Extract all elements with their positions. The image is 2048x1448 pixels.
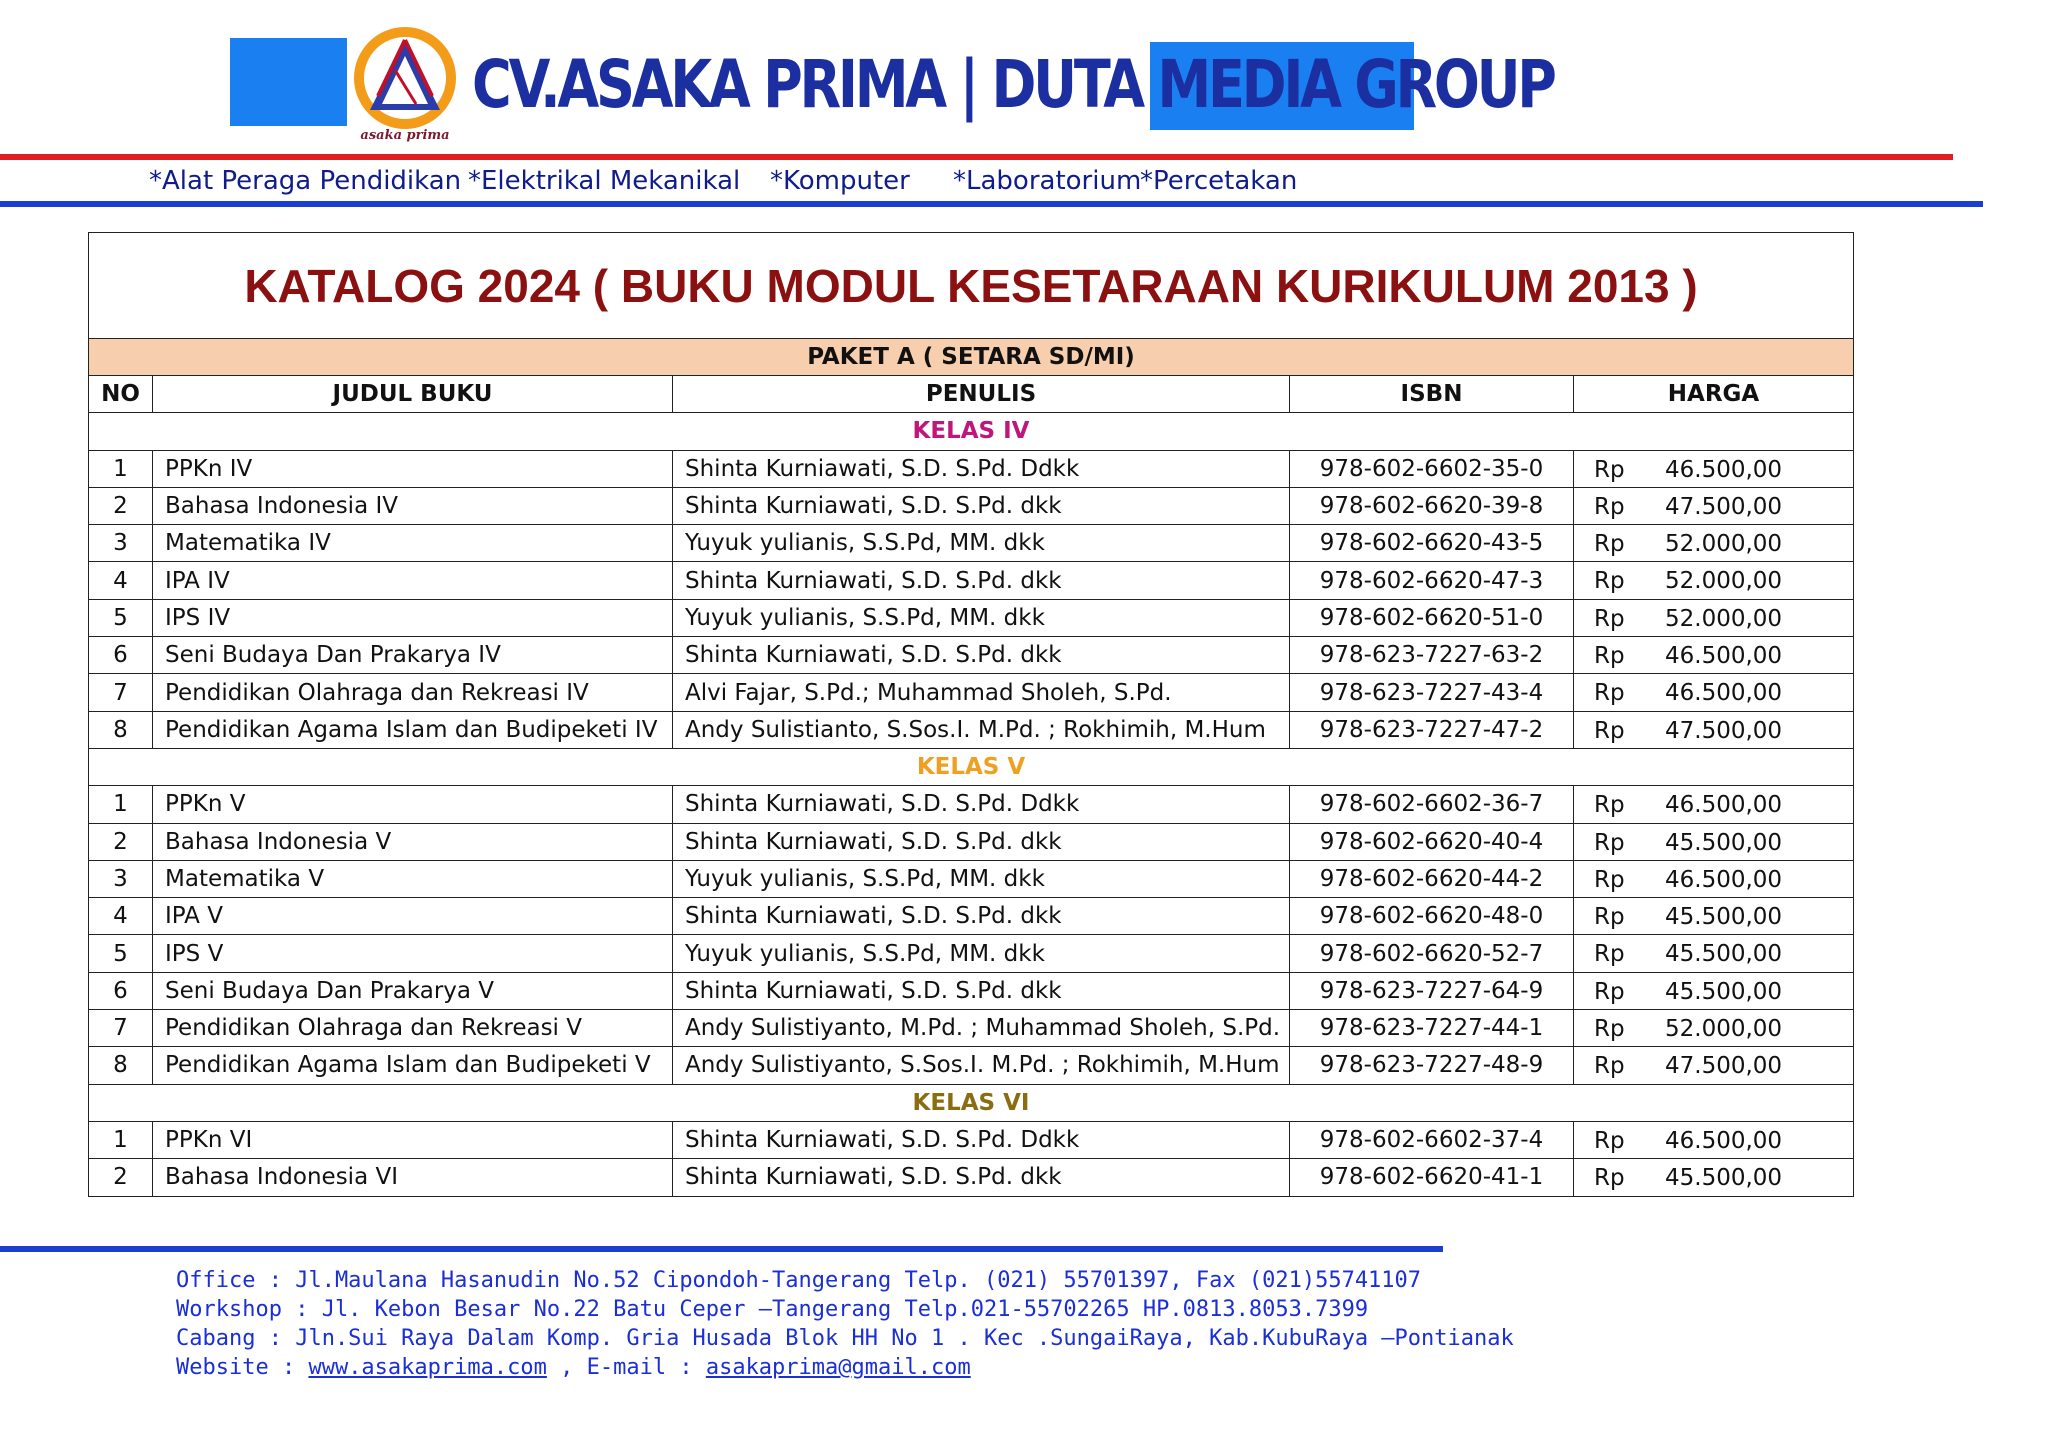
row-judul: Matematika IV bbox=[153, 525, 673, 562]
row-penulis: Andy Sulistiyanto, M.Pd. ; Muhammad Sholeh, S.Pd. bbox=[673, 1010, 1290, 1047]
price-value: 46.500,00 bbox=[1665, 456, 1783, 483]
table-row bbox=[89, 1121, 1854, 1158]
currency-label: Rp bbox=[1594, 456, 1625, 483]
header-blue-block-left bbox=[230, 38, 347, 126]
row-no: 4 bbox=[89, 562, 153, 599]
website-label: Website : bbox=[176, 1355, 309, 1380]
table-row bbox=[89, 637, 1854, 674]
footer-web-line bbox=[176, 1353, 1514, 1382]
row-no: 5 bbox=[89, 935, 153, 972]
table-row bbox=[89, 898, 1854, 935]
price-value: 52.000,00 bbox=[1665, 1016, 1783, 1043]
table-row bbox=[89, 487, 1854, 524]
table-row bbox=[89, 1047, 1854, 1084]
row-isbn: 978-623-7227-43-4 bbox=[1290, 674, 1574, 711]
price-value: 47.500,00 bbox=[1665, 493, 1783, 520]
kelas-label: KELAS VI bbox=[89, 1084, 1854, 1121]
table-row bbox=[89, 1159, 1854, 1196]
row-judul: Matematika V bbox=[153, 860, 673, 897]
currency-label: Rp bbox=[1594, 829, 1625, 856]
price-value: 52.000,00 bbox=[1665, 531, 1783, 558]
paket-label: PAKET A ( SETARA SD/MI) bbox=[89, 339, 1854, 376]
table-row bbox=[89, 786, 1854, 823]
row-harga bbox=[1574, 1047, 1854, 1084]
row-judul: Bahasa Indonesia VI bbox=[153, 1159, 673, 1196]
row-isbn: 978-602-6620-48-0 bbox=[1290, 898, 1574, 935]
row-judul: IPA V bbox=[153, 898, 673, 935]
row-harga bbox=[1574, 1121, 1854, 1158]
row-harga bbox=[1574, 450, 1854, 487]
table-row bbox=[89, 674, 1854, 711]
price-value: 46.500,00 bbox=[1665, 643, 1783, 670]
price-value: 52.000,00 bbox=[1665, 605, 1783, 632]
price-value: 45.500,00 bbox=[1665, 904, 1783, 931]
row-isbn: 978-623-7227-64-9 bbox=[1290, 972, 1574, 1009]
currency-label: Rp bbox=[1594, 978, 1625, 1005]
row-penulis: Yuyuk yulianis, S.S.Pd, MM. dkk bbox=[673, 935, 1290, 972]
row-harga bbox=[1574, 487, 1854, 524]
row-harga bbox=[1574, 860, 1854, 897]
currency-label: Rp bbox=[1594, 680, 1625, 707]
currency-label: Rp bbox=[1594, 792, 1625, 819]
row-no: 5 bbox=[89, 599, 153, 636]
row-isbn: 978-602-6602-36-7 bbox=[1290, 786, 1574, 823]
row-penulis: Alvi Fajar, S.Pd.; Muhammad Sholeh, S.Pd. bbox=[673, 674, 1290, 711]
row-penulis: Shinta Kurniawati, S.D. S.Pd. dkk bbox=[673, 1159, 1290, 1196]
price-value: 45.500,00 bbox=[1665, 829, 1783, 856]
table-row bbox=[89, 823, 1854, 860]
row-isbn: 978-602-6620-51-0 bbox=[1290, 599, 1574, 636]
row-harga bbox=[1574, 972, 1854, 1009]
row-judul: IPS V bbox=[153, 935, 673, 972]
row-penulis: Shinta Kurniawati, S.D. S.Pd. dkk bbox=[673, 898, 1290, 935]
row-isbn: 978-623-7227-63-2 bbox=[1290, 637, 1574, 674]
service-item: *Komputer bbox=[770, 166, 910, 196]
row-isbn: 978-623-7227-48-9 bbox=[1290, 1047, 1574, 1084]
price-value: 46.500,00 bbox=[1665, 792, 1783, 819]
service-item: *Percetakan bbox=[1140, 166, 1298, 196]
row-no: 3 bbox=[89, 860, 153, 897]
column-header-isbn: ISBN bbox=[1290, 376, 1574, 413]
header-blue-line bbox=[0, 201, 1983, 207]
table-row bbox=[89, 860, 1854, 897]
row-judul: Pendidikan Agama Islam dan Budipeketi V bbox=[153, 1047, 673, 1084]
row-harga bbox=[1574, 898, 1854, 935]
currency-label: Rp bbox=[1594, 568, 1625, 595]
row-penulis: Shinta Kurniawati, S.D. S.Pd. Ddkk bbox=[673, 786, 1290, 823]
row-penulis: Yuyuk yulianis, S.S.Pd, MM. dkk bbox=[673, 860, 1290, 897]
row-no: 2 bbox=[89, 823, 153, 860]
row-penulis: Shinta Kurniawati, S.D. S.Pd. dkk bbox=[673, 637, 1290, 674]
kelas-label: KELAS IV bbox=[89, 413, 1854, 450]
currency-label: Rp bbox=[1594, 493, 1625, 520]
row-no: 2 bbox=[89, 1159, 153, 1196]
table-row bbox=[89, 1010, 1854, 1047]
row-harga bbox=[1574, 1159, 1854, 1196]
row-judul: PPKn V bbox=[153, 786, 673, 823]
row-penulis: Shinta Kurniawati, S.D. S.Pd. Ddkk bbox=[673, 450, 1290, 487]
row-no: 8 bbox=[89, 711, 153, 748]
column-header-penulis: PENULIS bbox=[673, 376, 1290, 413]
table-row bbox=[89, 711, 1854, 748]
row-penulis: Shinta Kurniawati, S.D. S.Pd. dkk bbox=[673, 823, 1290, 860]
email-label: , E-mail : bbox=[546, 1355, 706, 1380]
logo-text: asaka prima bbox=[360, 128, 450, 143]
table-row bbox=[89, 599, 1854, 636]
row-judul: Bahasa Indonesia V bbox=[153, 823, 673, 860]
row-isbn: 978-602-6620-44-2 bbox=[1290, 860, 1574, 897]
kelas-label: KELAS V bbox=[89, 748, 1854, 785]
row-judul: Pendidikan Olahraga dan Rekreasi V bbox=[153, 1010, 673, 1047]
row-no: 6 bbox=[89, 637, 153, 674]
row-penulis: Andy Sulistiyanto, S.Sos.I. M.Pd. ; Rokhimih, M.Hum bbox=[673, 1047, 1290, 1084]
row-penulis: Andy Sulistianto, S.Sos.I. M.Pd. ; Rokhimih, M.Hum bbox=[673, 711, 1290, 748]
row-harga bbox=[1574, 674, 1854, 711]
currency-label: Rp bbox=[1594, 605, 1625, 632]
kelas-row bbox=[89, 413, 1854, 450]
catalog-title: KATALOG 2024 ( BUKU MODUL KESETARAAN KURIKULUM 2013 ) bbox=[89, 233, 1854, 339]
row-no: 3 bbox=[89, 525, 153, 562]
row-isbn: 978-602-6620-47-3 bbox=[1290, 562, 1574, 599]
currency-label: Rp bbox=[1594, 904, 1625, 931]
asaka-prima-logo bbox=[350, 26, 460, 144]
price-value: 46.500,00 bbox=[1665, 680, 1783, 707]
title-row bbox=[89, 233, 1854, 339]
row-harga bbox=[1574, 637, 1854, 674]
currency-label: Rp bbox=[1594, 866, 1625, 893]
footer-cabang: Cabang : Jln.Sui Raya Dalam Komp. Gria Husada Blok HH No 1 . Kec .SungaiRaya, Kab.KubuRaya –Pontianak bbox=[176, 1326, 1514, 1351]
row-penulis: Shinta Kurniawati, S.D. S.Pd. dkk bbox=[673, 487, 1290, 524]
row-isbn: 978-602-6620-39-8 bbox=[1290, 487, 1574, 524]
column-header-no: NO bbox=[89, 376, 153, 413]
row-harga bbox=[1574, 786, 1854, 823]
table-row bbox=[89, 450, 1854, 487]
row-penulis: Yuyuk yulianis, S.S.Pd, MM. dkk bbox=[673, 599, 1290, 636]
service-item: *Laboratorium bbox=[953, 166, 1142, 196]
footer-workshop: Workshop : Jl. Kebon Besar No.22 Batu Ceper –Tangerang Telp.021-55702265 HP.0813.8053.7399 bbox=[176, 1297, 1369, 1322]
row-no: 1 bbox=[89, 786, 153, 823]
column-header-row bbox=[89, 376, 1854, 413]
currency-label: Rp bbox=[1594, 717, 1625, 744]
row-no: 1 bbox=[89, 1121, 153, 1158]
kelas-row bbox=[89, 748, 1854, 785]
row-penulis: Shinta Kurniawati, S.D. S.Pd. dkk bbox=[673, 972, 1290, 1009]
row-isbn: 978-602-6620-41-1 bbox=[1290, 1159, 1574, 1196]
price-value: 46.500,00 bbox=[1665, 1127, 1783, 1154]
row-harga bbox=[1574, 525, 1854, 562]
kelas-row bbox=[89, 1084, 1854, 1121]
row-no: 4 bbox=[89, 898, 153, 935]
row-isbn: 978-623-7227-47-2 bbox=[1290, 711, 1574, 748]
row-no: 2 bbox=[89, 487, 153, 524]
row-judul: IPS IV bbox=[153, 599, 673, 636]
row-harga bbox=[1574, 935, 1854, 972]
company-name: CV.ASAKA PRIMA | DUTA MEDIA GROUP bbox=[472, 46, 1554, 123]
table-row bbox=[89, 972, 1854, 1009]
row-no: 6 bbox=[89, 972, 153, 1009]
service-item: *Alat Peraga Pendidikan bbox=[149, 166, 462, 196]
row-harga bbox=[1574, 823, 1854, 860]
currency-label: Rp bbox=[1594, 1053, 1625, 1080]
table-row bbox=[89, 562, 1854, 599]
row-no: 8 bbox=[89, 1047, 153, 1084]
table-row bbox=[89, 525, 1854, 562]
row-isbn: 978-623-7227-44-1 bbox=[1290, 1010, 1574, 1047]
row-harga bbox=[1574, 562, 1854, 599]
row-no: 1 bbox=[89, 450, 153, 487]
currency-label: Rp bbox=[1594, 1165, 1625, 1192]
price-value: 46.500,00 bbox=[1665, 866, 1783, 893]
row-no: 7 bbox=[89, 1010, 153, 1047]
currency-label: Rp bbox=[1594, 531, 1625, 558]
row-penulis: Yuyuk yulianis, S.S.Pd, MM. dkk bbox=[673, 525, 1290, 562]
row-isbn: 978-602-6602-35-0 bbox=[1290, 450, 1574, 487]
row-penulis: Shinta Kurniawati, S.D. S.Pd. Ddkk bbox=[673, 1121, 1290, 1158]
price-value: 47.500,00 bbox=[1665, 1053, 1783, 1080]
row-harga bbox=[1574, 1010, 1854, 1047]
footer-contact bbox=[176, 1266, 1514, 1382]
row-harga bbox=[1574, 599, 1854, 636]
service-item: *Elektrikal Mekanikal bbox=[468, 166, 741, 196]
website-link[interactable]: www.asakaprima.com bbox=[308, 1355, 547, 1380]
row-judul: PPKn IV bbox=[153, 450, 673, 487]
row-no: 7 bbox=[89, 674, 153, 711]
row-isbn: 978-602-6620-52-7 bbox=[1290, 935, 1574, 972]
price-value: 52.000,00 bbox=[1665, 568, 1783, 595]
currency-label: Rp bbox=[1594, 1127, 1625, 1154]
row-judul: PPKn VI bbox=[153, 1121, 673, 1158]
row-harga bbox=[1574, 711, 1854, 748]
currency-label: Rp bbox=[1594, 941, 1625, 968]
column-header-harga: HARGA bbox=[1574, 376, 1854, 413]
price-value: 45.500,00 bbox=[1665, 978, 1783, 1005]
row-judul: IPA IV bbox=[153, 562, 673, 599]
row-penulis: Shinta Kurniawati, S.D. S.Pd. dkk bbox=[673, 562, 1290, 599]
row-judul: Pendidikan Olahraga dan Rekreasi IV bbox=[153, 674, 673, 711]
row-isbn: 978-602-6620-40-4 bbox=[1290, 823, 1574, 860]
currency-label: Rp bbox=[1594, 643, 1625, 670]
email-link[interactable]: asakaprima@gmail.com bbox=[705, 1355, 971, 1380]
column-header-judul: JUDUL BUKU bbox=[153, 376, 673, 413]
catalog-table bbox=[88, 232, 1854, 1197]
price-value: 45.500,00 bbox=[1665, 1165, 1783, 1192]
row-judul: Seni Budaya Dan Prakarya IV bbox=[153, 637, 673, 674]
row-judul: Seni Budaya Dan Prakarya V bbox=[153, 972, 673, 1009]
footer-office: Office : Jl.Maulana Hasanudin No.52 Cipondoh-Tangerang Telp. (021) 55701397, Fax (021)55741107 bbox=[176, 1268, 1422, 1293]
price-value: 47.500,00 bbox=[1665, 717, 1783, 744]
header-red-line bbox=[0, 154, 1953, 160]
row-judul: Pendidikan Agama Islam dan Budipeketi IV bbox=[153, 711, 673, 748]
row-isbn: 978-602-6620-43-5 bbox=[1290, 525, 1574, 562]
price-value: 45.500,00 bbox=[1665, 941, 1783, 968]
row-judul: Bahasa Indonesia IV bbox=[153, 487, 673, 524]
paket-row bbox=[89, 339, 1854, 376]
table-row bbox=[89, 935, 1854, 972]
row-isbn: 978-602-6602-37-4 bbox=[1290, 1121, 1574, 1158]
footer-blue-line bbox=[0, 1246, 1443, 1252]
currency-label: Rp bbox=[1594, 1016, 1625, 1043]
